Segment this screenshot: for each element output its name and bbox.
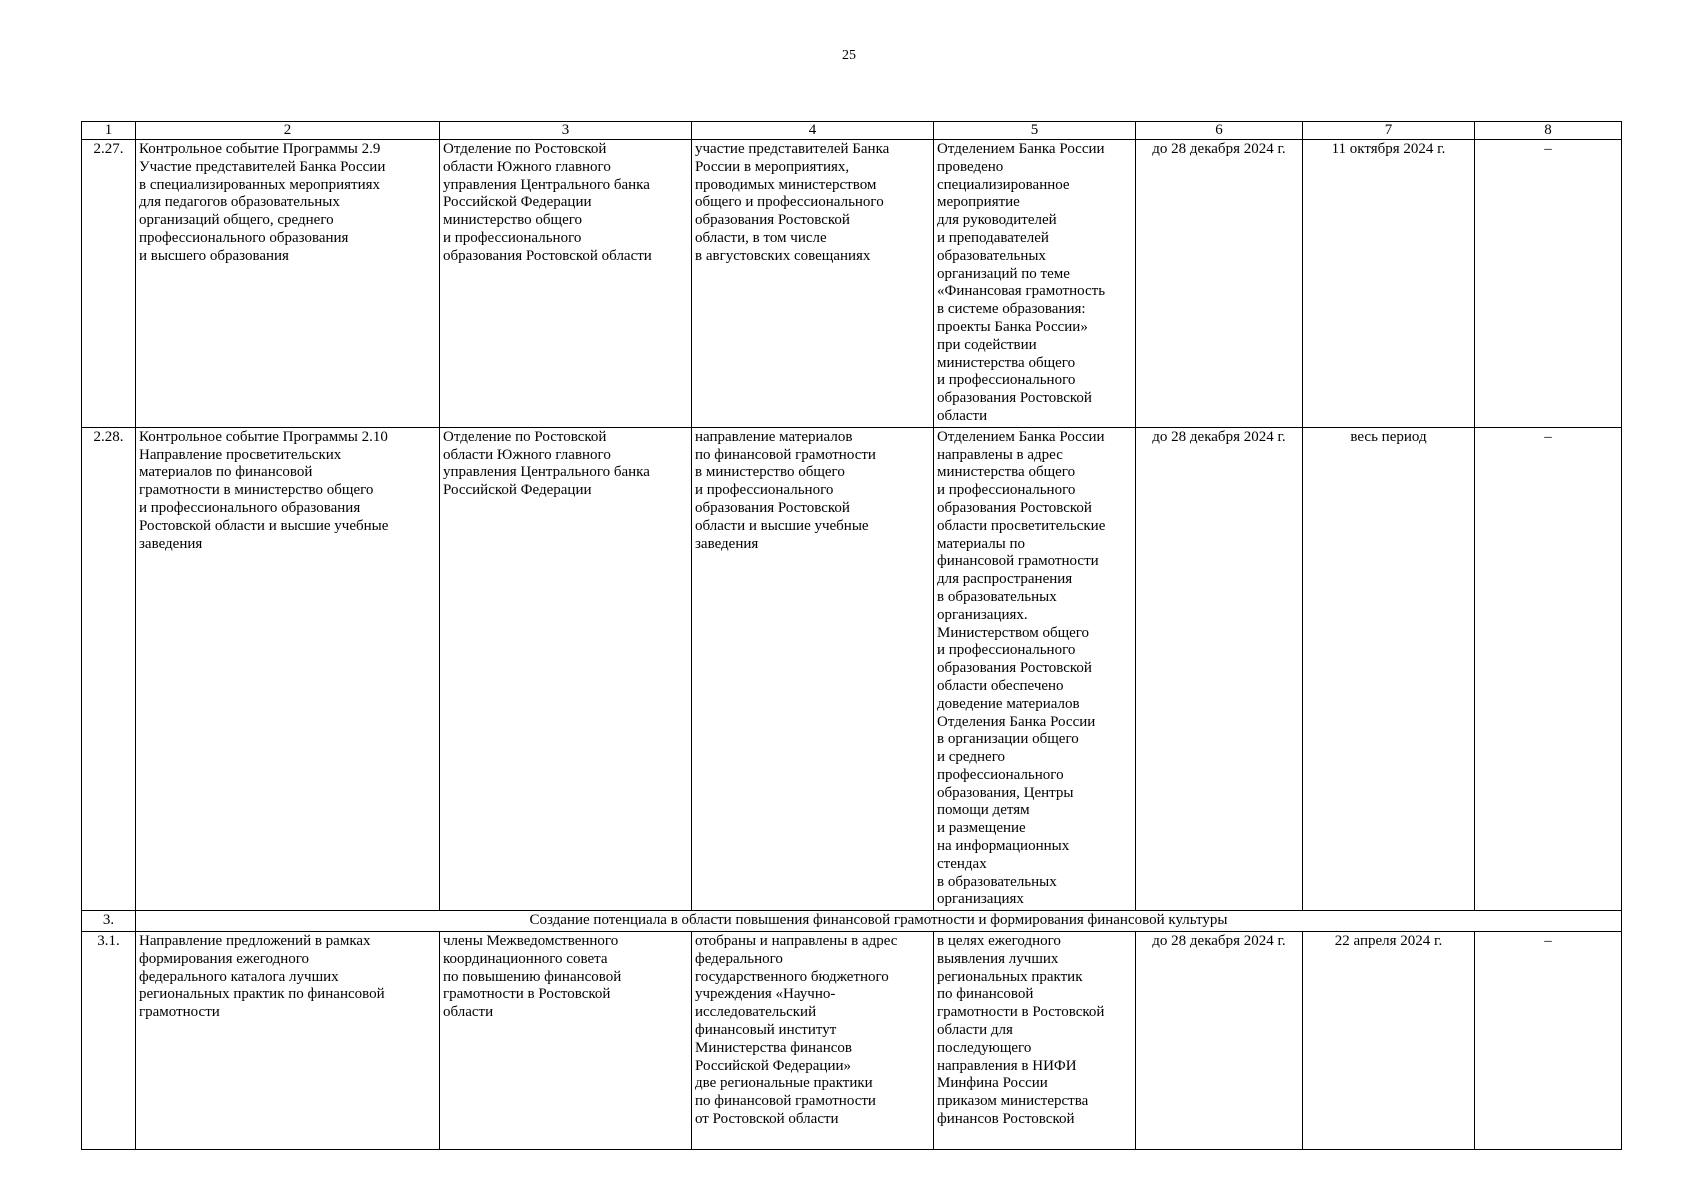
event-name-cell: Контрольное событие Программы 2.9 Участие представителей Банка России в специализированных мероприятиях для педагогов образовательных организаций общего, среднего профессионального образования и высшего образования	[136, 140, 440, 428]
table-row	[82, 427, 1622, 911]
column-number: 1	[82, 122, 136, 140]
section-row	[82, 911, 1622, 932]
actual-result-cell: Отделением Банка России направлены в адрес министерства общего и профессионального образования Ростовской области просветительские материалы по финансовой грамотности для распространения в образовательных организациях. Министерством общего и профессионального образования Ростовской области обеспечено доведение материалов Отделения Банка России в организации общего и среднего профессионального образования, Центры помощи детям и размещение на информационных стендах в образовательных организациях	[934, 427, 1136, 911]
actual-result-cell: в целях ежегодного выявления лучших региональных практик по финансовой грамотности в Ростовской области для последующего направления в НИФИ Минфина России приказом министерства финансов Ростовской	[934, 932, 1136, 1150]
row-number: 3.1.	[82, 932, 136, 1150]
actual-date-cell: 11 октября 2024 г.	[1303, 140, 1475, 428]
column-number: 6	[1136, 122, 1303, 140]
table-row	[82, 140, 1622, 428]
notes-cell: –	[1475, 140, 1622, 428]
column-number: 2	[136, 122, 440, 140]
notes-cell: –	[1475, 427, 1622, 911]
table-row	[82, 932, 1622, 1150]
planned-date-cell: до 28 декабря 2024 г.	[1136, 427, 1303, 911]
column-number-row	[82, 122, 1622, 140]
planned-date-cell: до 28 декабря 2024 г.	[1136, 932, 1303, 1150]
column-number: 7	[1303, 122, 1475, 140]
actual-result-cell: Отделением Банка России проведено специализированное мероприятие для руководителей и преподавателей образовательных организаций по теме «Финансовая грамотность в системе образования: проекты Банка России» при содействии министерства общего и профессионального образования Ростовской области	[934, 140, 1136, 428]
planned-date-cell: до 28 декабря 2024 г.	[1136, 140, 1303, 428]
expected-result-cell: направление материалов по финансовой грамотности в министерство общего и профессионального образования Ростовской области и высшие учебные заведения	[692, 427, 934, 911]
column-number: 3	[440, 122, 692, 140]
event-name-cell: Контрольное событие Программы 2.10 Направление просветительских материалов по финансовой грамотности в министерство общего и профессионального образования Ростовской области и высшие учебные заведения	[136, 427, 440, 911]
column-number: 8	[1475, 122, 1622, 140]
column-number: 4	[692, 122, 934, 140]
row-number: 2.27.	[82, 140, 136, 428]
expected-result-cell: отобраны и направлены в адрес федерального государственного бюджетного учреждения «Научно- исследовательский финансовый институт Министерства финансов Российской Федерации» две региональные практики по финансовой грамотности от Ростовской области	[692, 932, 934, 1150]
responsible-cell: члены Межведомственного координационного совета по повышению финансовой грамотности в Ростовской области	[440, 932, 692, 1150]
expected-result-cell: участие представителей Банка России в мероприятиях, проводимых министерством общего и профессионального образования Ростовской области, в том числе в августовских совещаниях	[692, 140, 934, 428]
notes-cell: –	[1475, 932, 1622, 1150]
responsible-cell: Отделение по Ростовской области Южного главного управления Центрального банка Российской Федерации	[440, 427, 692, 911]
actual-date-cell: 22 апреля 2024 г.	[1303, 932, 1475, 1150]
column-number: 5	[934, 122, 1136, 140]
row-number: 2.28.	[82, 427, 136, 911]
actual-date-cell: весь период	[1303, 427, 1475, 911]
event-name-cell: Направление предложений в рамках формирования ежегодного федерального каталога лучших региональных практик по финансовой грамотности	[136, 932, 440, 1150]
responsible-cell: Отделение по Ростовской области Южного главного управления Центрального банка Российской Федерации министерство общего и профессионального образования Ростовской области	[440, 140, 692, 428]
page-number: 25	[842, 48, 856, 63]
section-number: 3.	[82, 911, 136, 932]
plan-table	[81, 121, 1622, 1150]
section-title: Создание потенциала в области повышения финансовой грамотности и формирования финансовой культуры	[136, 911, 1622, 932]
